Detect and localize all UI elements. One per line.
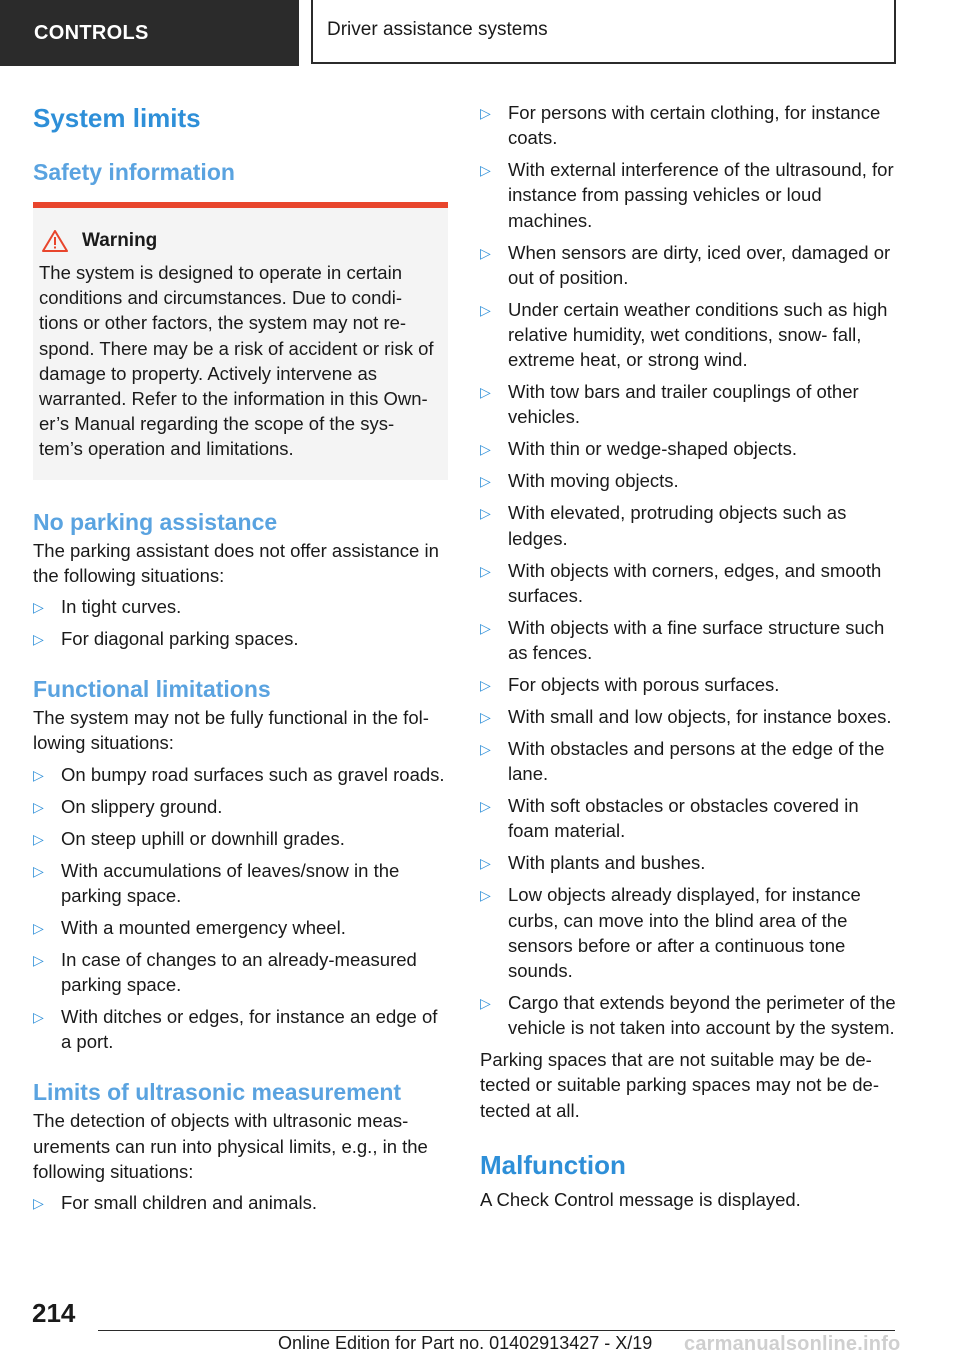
bullet-triangle-icon: ▷ [33,919,44,936]
bullet-triangle-icon: ▷ [480,441,491,458]
list-item: ▷ With objects with a fine surface structure such as fences. [480,616,885,664]
page-header [0,0,960,66]
list-item: ▷ With objects with corners, edges, and smooth surfaces. [480,559,882,606]
left-column [33,100,448,1222]
bullet-triangle-icon: ▷ [480,741,491,758]
list-item: ▷ For objects with porous surfaces. [480,672,900,697]
list-item: ▷ With soft obstacles or obstacles covered in foam material. [480,795,859,842]
bullet-triangle-icon: ▷ [33,766,44,783]
list-item: ▷ On steep uphill or downhill grades. [33,826,448,851]
bullet-triangle-icon: ▷ [33,830,44,847]
bullet-triangle-icon: ▷ [480,562,491,579]
bullet-triangle-icon: ▷ [480,301,491,318]
bullet-triangle-icon: ▷ [480,677,491,694]
list-item: ▷ With ditches or edges, for instance an edge of a port. [33,1006,438,1053]
bullet-triangle-icon: ▷ [480,244,491,261]
bullet-triangle-icon: ▷ [33,798,44,815]
list-item: ▷ With accumulations of leaves/snow in the parking space. [33,859,400,906]
bullet-triangle-icon: ▷ [480,887,491,904]
list-item: ▷ Cargo that extends beyond the perimeter of the vehicle is not taken into account by the system. [480,992,896,1039]
heading-safety-information: Safety information [33,159,235,185]
heading-malfunction: Malfunction [480,1149,626,1180]
list-item: ▷ For small children and animals. [33,1190,448,1215]
right-column [480,100,900,1212]
no-parking-list [33,594,448,651]
heading-system-limits: System limits [33,103,201,133]
bullet-triangle-icon: ▷ [480,995,491,1012]
no-parking-intro: The parking assistant does not offer assistance in the following situations: [33,539,439,586]
bullet-triangle-icon: ▷ [480,162,491,179]
list-item: ▷ With elevated, protruding objects such as ledges. [480,502,847,549]
bullet-triangle-icon: ▷ [33,599,44,616]
functional-intro: The system may not be fully functional in the fol‐ lowing situations: [33,707,429,754]
list-item: ▷ On bumpy road surfaces such as gravel roads. [33,762,448,787]
warning-text: The system is designed to operate in certain conditions and circumstances. Due to condi‐ tions or other factors, the system may not re‐ spond. There may be a risk of accident or risk of damage to property. Actively intervene as warranted. Refer to the information in this Own‐ er’s Manual regarding the scope of the sys‐ tem’s operation and limitations. [39,262,434,460]
list-item: ▷ With tow bars and trailer couplings of other vehicles. [480,381,859,428]
warning-box [33,202,448,480]
bullet-triangle-icon: ▷ [33,631,44,648]
list-item: ▷ Under certain weather conditions such as high relative humidity, wet conditions, snow‐ fall, extreme heat, or strong wind. [480,298,888,371]
bullet-triangle-icon: ▷ [480,855,491,872]
list-item: ▷ When sensors are dirty, iced over, damaged or out of position. [480,241,891,288]
bullet-triangle-icon: ▷ [480,619,491,636]
bullet-triangle-icon: ▷ [480,505,491,522]
list-item: ▷ Low objects already displayed, for instance curbs, can move into the blind area of the sensors before or after a continuous tone sounds. [480,884,861,982]
list-item: ▷ With small and low objects, for instance boxes. [480,704,900,729]
bullet-triangle-icon: ▷ [33,862,44,879]
edition-info: Online Edition for Part no. 01402913427 - X/19 [278,1333,653,1353]
list-item: ▷ For persons with certain clothing, for instance coats. [480,102,881,149]
heading-ultrasonic-limits: Limits of ultrasonic measurement [33,1079,402,1106]
bullet-triangle-icon: ▷ [480,473,491,490]
chapter-tab: CONTROLS [0,0,299,66]
page-number: 214 [32,1298,76,1328]
warning-triangle-icon [42,230,68,252]
heading-no-parking-assistance: No parking assistance [33,508,278,535]
bullet-triangle-icon: ▷ [33,1009,44,1026]
ultrasonic-list-continued [480,100,900,1040]
section-title: Driver assistance systems [311,0,896,64]
closing-paragraph: Parking spaces that are not suitable may be de‐ tected or suitable parking spaces may not be de‐ tected at all. [480,1049,880,1121]
warning-label: Warning [82,230,158,251]
list-item: ▷ With thin or wedge-shaped objects. [480,436,900,461]
list-item: ▷ With a mounted emergency wheel. [33,915,448,940]
bullet-triangle-icon: ▷ [480,798,491,815]
watermark: carmanualsonline.info [684,1333,901,1355]
list-item: ▷ In case of changes to an already-measured parking space. [33,948,417,996]
list-item: ▷ With moving objects. [480,468,900,493]
list-item: ▷ For diagonal parking spaces. [33,626,448,651]
list-item: ▷ With external interference of the ultrasound, for instance from passing vehicles or loud machines. [480,159,894,231]
list-item: ▷ With plants and bushes. [480,850,900,875]
bullet-triangle-icon: ▷ [33,951,44,968]
bullet-triangle-icon: ▷ [33,1195,44,1212]
ultrasonic-list [33,1190,448,1215]
bullet-triangle-icon: ▷ [480,105,491,121]
functional-list [33,762,448,1055]
list-item: ▷ On slippery ground. [33,794,448,819]
list-item: ▷ With obstacles and persons at the edge of the lane. [480,738,885,785]
footer-divider [98,1330,895,1331]
bullet-triangle-icon: ▷ [480,709,491,726]
malfunction-text: A Check Control message is displayed. [480,1188,801,1210]
list-item: ▷ In tight curves. [33,594,448,619]
bullet-triangle-icon: ▷ [480,384,491,401]
heading-functional-limitations: Functional limitations [33,676,271,703]
warning-title [39,228,440,254]
ultrasonic-intro: The detection of objects with ultrasonic meas‐ urements can run into physical limits, e.g., in the following situations: [33,1110,428,1182]
